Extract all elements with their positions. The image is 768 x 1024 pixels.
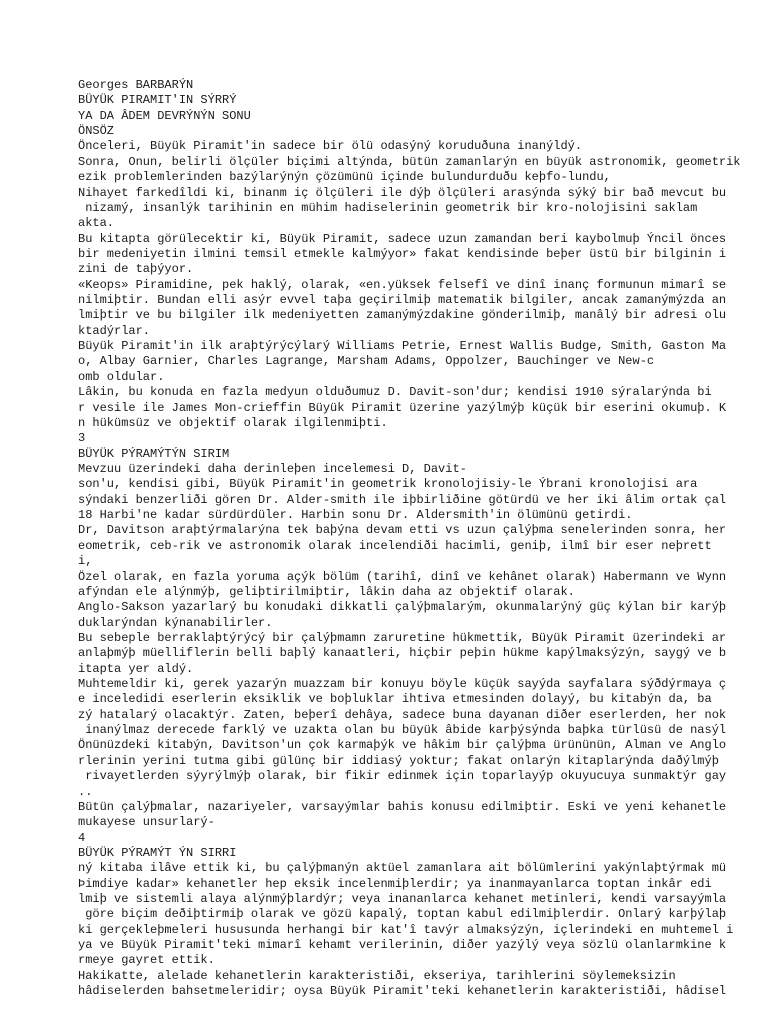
document-text bbox=[78, 78, 768, 1000]
text-line: göre biçim deðiþtirmiþ olarak ve gözü kapalý, toptan kabul edilmiþlerdir. Onlarý karþýlaþ bbox=[78, 907, 727, 922]
text-line: Önceleri, Büyük Piramit'in sadece bir ölü odasýný koruduðuna inanýldý. bbox=[78, 139, 583, 154]
text-line: Bu kitapta görülecektir ki, Büyük Piramit, sadece uzun zamandan beri kaybolmuþ Ýncil önces bbox=[78, 231, 727, 246]
text-line: BÜYÜK PIRAMIT'IN SÝRRÝ bbox=[78, 93, 237, 108]
text-line: lmiþ ve sistemli alaya alýnmýþlardýr; veya inananlarca kehanet metinleri, kendi varsayýmla bbox=[78, 892, 727, 907]
text-line: Bu sebeple berraklaþtýrýcý bir çalýþmamn zaruretine hükmettik, Büyük Piramit üzerindeki ar bbox=[78, 630, 727, 645]
text-line: r vesile ile James Mon-crieffin Büyük Piramit üzerine yazýlmýþ küçük bir eserini okumuþ. K bbox=[78, 400, 727, 415]
text-line: Anglo-Sakson yazarlarý bu konudaki dikkatli çalýþmalarým, okunmalarýný güç kýlan bir karýþ bbox=[78, 600, 727, 615]
text-line: nizamý, insanlýk tarihinin en mühim hadiselerinin geometrik bir kro-nolojisini saklam bbox=[78, 200, 698, 215]
text-line: mukayese unsurlarý- bbox=[78, 815, 215, 830]
text-line: hâdiselerden bahsetmeleridir; oysa Büyük Piramit'teki kehanetlerin karakteristiði, hâdisel bbox=[78, 984, 727, 999]
text-line: 4 bbox=[78, 830, 86, 845]
text-line: akta. bbox=[78, 216, 115, 231]
text-line: ya ve Büyük Piramit'teki mimarî kehamt verilerinin, diðer yazýlý veya sözlü olanlarmkine k bbox=[78, 938, 727, 953]
text-line: zý hatalarý olacaktýr. Zaten, beþerî dehâya, sadece buna dayanan diðer eserlerden, her nok bbox=[78, 707, 727, 722]
text-line: Büyük Piramit'in ilk araþtýrýcýlarý Williams Petrie, Ernest Wallis Budge, Smith, Gaston Ma bbox=[78, 339, 727, 354]
text-line: i, bbox=[78, 554, 93, 569]
text-line: o, Albay Garnier, Charles Lagrange, Marsham Adams, Oppolzer, Bauchinger ve New-c bbox=[78, 354, 655, 369]
text-line: Lâkin, bu konuda en fazla medyun olduðumuz D. Davit-son'dur; kendisi 1910 sýralarýnda bi bbox=[78, 385, 712, 400]
text-line: Georges BARBARÝN bbox=[78, 78, 194, 92]
text-line: ktadýrlar. bbox=[78, 323, 151, 338]
text-line: Dr, Davitson araþtýrmalarýna tek baþýna devam etti vs uzun çalýþma senelerinden sonra, her bbox=[78, 523, 727, 538]
text-line: Þimdiye kadar» kehanetler hep eksik incelenmiþlerdir; ya inanmayanlarca toptan inkâr edi bbox=[78, 876, 712, 891]
text-line: rmeye gayret ettik. bbox=[78, 953, 215, 968]
text-line: Mevzuu üzerindeki daha derinleþen incelemesi D, Davit- bbox=[78, 461, 467, 476]
text-line: itapta yer aldý. bbox=[78, 661, 194, 676]
text-line: eometrik, ceb-rik ve astronomik olarak incelendiði hacimli, geniþ, ilmî bir eser neþrett bbox=[78, 538, 712, 553]
text-line: sýndaki benzerliði gören Dr. Alder-smith ile iþbirliðine götürdü ve her iki âlim ortak çal bbox=[78, 492, 727, 507]
text-line: rlerinin yerini tutma gibi gülünç bir iddiasý yoktur; fakat onlarýn kitaplarýnda daðýlmýþ bbox=[78, 753, 719, 768]
text-line: 3 bbox=[78, 431, 86, 446]
text-line: afýndan ele alýnmýþ, geliþtirilmiþtir, lâkin daha az objektif olarak. bbox=[78, 584, 575, 599]
text-line: ki gerçekleþmeleri hususunda herhangi bir kat'î tavýr almaksýzýn, içlerindeki en muhtemel i bbox=[78, 922, 734, 937]
text-line: Sonra, Onun, belirli ölçüler biçimi altýnda, bütün zamanlarýn en büyük astronomik, geometrik bbox=[78, 154, 741, 169]
text-line: BÜYÜK PÝRAMÝTÝN SIRIM bbox=[78, 446, 230, 461]
text-line: ezik problemlerinden bazýlarýnýn çözümünü içinde bulundurduðu keþfo-lundu, bbox=[78, 170, 611, 185]
text-line: anlaþmýþ müelliflerin belli baþlý kanaatleri, hiçbir peþin hükme kapýlmaksýzýn, saygý ve b bbox=[78, 646, 727, 661]
text-line: inanýlmaz derecede farklý ve uzakta olan bu büyük âbide karþýsýnda baþka türlüsü de nasýl bbox=[78, 723, 727, 738]
text-line: Bütün çalýþmalar, nazariyeler, varsayýmlar bahis konusu edilmiþtir. Eski ve yeni kehanetle bbox=[78, 799, 727, 814]
text-line: YA DA ÂDEM DEVRÝNÝN SONU bbox=[78, 108, 251, 123]
text-line: son'u, kendisi gibi, Büyük Piramit'in geometrik kronolojisiy-le Ýbrani kronolojisi ara bbox=[78, 477, 698, 492]
text-line: lmiþtir ve bu bilgiler ilk medeniyetten zamanýmýzdakine gönderilmiþ, manâlý bir adresi olu bbox=[78, 308, 727, 323]
text-line: Önünüzdeki kitabýn, Davitson'un çok karmaþýk ve hâkim bir çalýþma ürününün, Alman ve Anglo bbox=[78, 738, 727, 753]
text-line: duklarýndan kýnanabilirler. bbox=[78, 615, 273, 630]
text-line: «Keops» Piramidine, pek haklý, olarak, «en.yüksek felsefî ve dinî inanç formunun mimarî se bbox=[78, 277, 727, 292]
text-line: nilmiþtir. Bundan elli asýr evvel taþa geçirilmiþ matematik bilgiler, ancak zamanýmýzda an bbox=[78, 293, 727, 308]
text-line: 18 Harbi'ne kadar sürdürdüler. Harbin sonu Dr. Aldersmith'in ölümünü getirdi. bbox=[78, 508, 633, 523]
text-line: omb oldular. bbox=[78, 369, 165, 384]
text-line: n hükümsüz ve objektif olarak ilgilenmiþti. bbox=[78, 415, 388, 430]
text-line: ný kitaba ilâve ettik ki, bu çalýþmanýn aktüel zamanlara ait bölümlerini yakýnlaþtýrmak mü bbox=[78, 861, 727, 876]
text-line: Nihayet farkedîldi ki, binanm iç ölçüleri ile dýþ ölçüleri arasýnda sýký bir bað mevcut bu bbox=[78, 185, 727, 200]
text-line: ÖNSÖZ bbox=[78, 124, 115, 139]
text-line: rivayetlerden sýyrýlmýþ olarak, bir fikir edinmek için toparlayýp okuyucuya sunmaktýr gay bbox=[78, 769, 727, 784]
text-line: Özel olarak, en fazla yoruma açýk bölüm (tarihî, dinî ve kehânet olarak) Habermann ve Wynn bbox=[78, 569, 727, 584]
text-line: e inceledidi eserlerin eksiklik ve boþluklar ihtiva etmesinden dolayý, bu kitabýn da, ba bbox=[78, 692, 712, 707]
text-line: bir medeniyetin ilmini temsil etmekle kalmýyor» fakat kendisinde beþer üstü bir bilginin i bbox=[78, 246, 727, 261]
text-line: Hakikatte, alelade kehanetlerin karakteristiði, ekseriya, tarihlerini söylemeksizin bbox=[78, 968, 676, 983]
text-line: .. bbox=[78, 784, 93, 799]
text-line: zini de taþýyor. bbox=[78, 262, 194, 277]
text-line: BÜYÜK PÝRAMÝT ÝN SIRRI bbox=[78, 845, 237, 860]
text-line: Muhtemeldir ki, gerek yazarýn muazzam bir konuyu böyle küçük sayýda sayfalara sýðdýrmaya ç bbox=[78, 677, 727, 692]
